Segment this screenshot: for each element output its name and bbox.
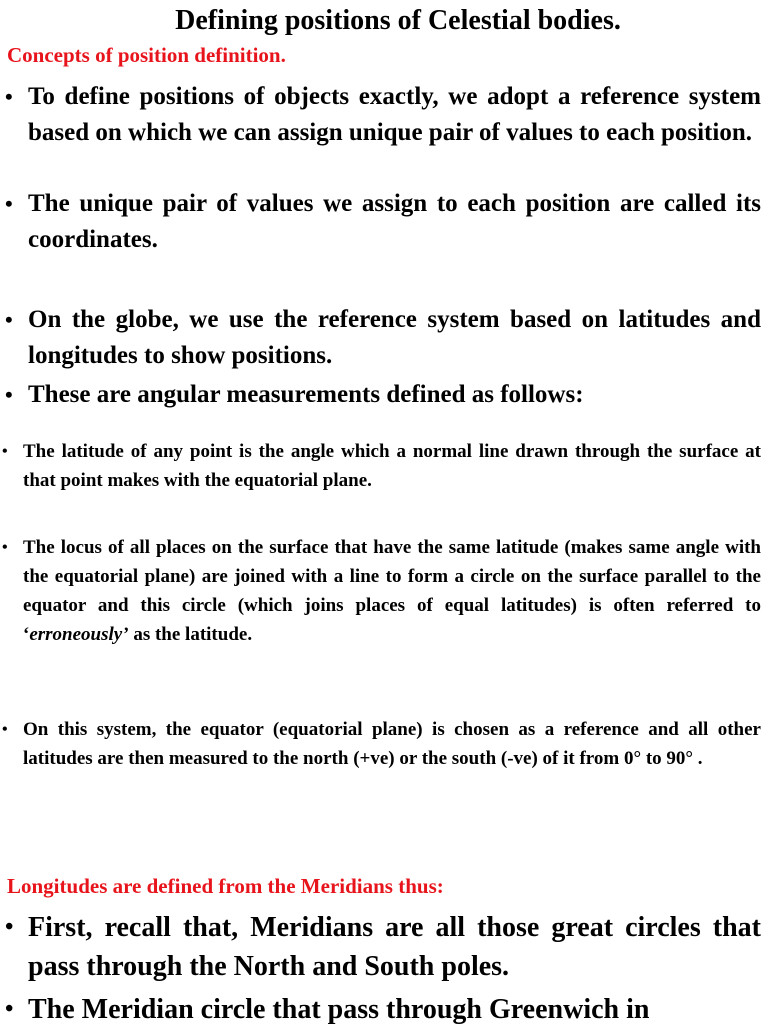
bullet-dot: • — [5, 996, 14, 1022]
bullet-text: The unique pair of values we assign to each position are called its coordinates. — [28, 190, 761, 253]
section-heading-concepts: Concepts of position definition. — [7, 43, 286, 67]
bullet-dot: • — [5, 382, 13, 407]
bullet-text: The Meridian circle that pass through Greenwich in — [28, 994, 650, 1024]
erroneously-emphasis: erroneously’ — [29, 624, 129, 645]
bullet-text: First, recall that, Meridians are all those great circles that pass through the North and South poles. — [28, 912, 761, 982]
bullet-dot: • — [2, 539, 8, 556]
page-title: Defining positions of Celestial bodies. — [175, 5, 621, 36]
bullet-text-part: The locus of all places on the surface that have the same latitude (makes same angle with the equatorial plane) are joined with a line to form a circle on the surface parallel to the equator and this circle (which joins places of equal latitudes) is often referred to ‘ — [23, 537, 761, 645]
bullet-dot: • — [2, 443, 8, 460]
bullet-text-part: as the latitude. — [128, 624, 253, 645]
bullet-text: On the globe, we use the reference system based on latitudes and longitudes to show positions. — [28, 306, 761, 369]
bullet-dot: • — [5, 191, 13, 216]
section-heading-longitudes: Longitudes are defined from the Meridians thus: — [7, 874, 444, 898]
bullet-dot: • — [2, 721, 8, 738]
bullet-dot: • — [5, 914, 14, 940]
bullet-dot: • — [5, 307, 13, 332]
bullet-text: These are angular measurements defined as follows: — [28, 381, 584, 408]
bullet-text — [23, 533, 761, 649]
bullet-text: The latitude of any point is the angle which a normal line drawn through the surface at that point makes with the equatorial plane. — [23, 441, 761, 491]
bullet-text: To define positions of objects exactly, we adopt a reference system based on which we can assign unique pair of values to each position. — [28, 83, 761, 146]
bullet-dot: • — [5, 84, 13, 109]
bullet-text: On this system, the equator (equatorial plane) is chosen as a reference and all other latitudes are then measured to the north (+ve) or the south (-ve) of it from 0° to 90° . — [23, 719, 761, 769]
